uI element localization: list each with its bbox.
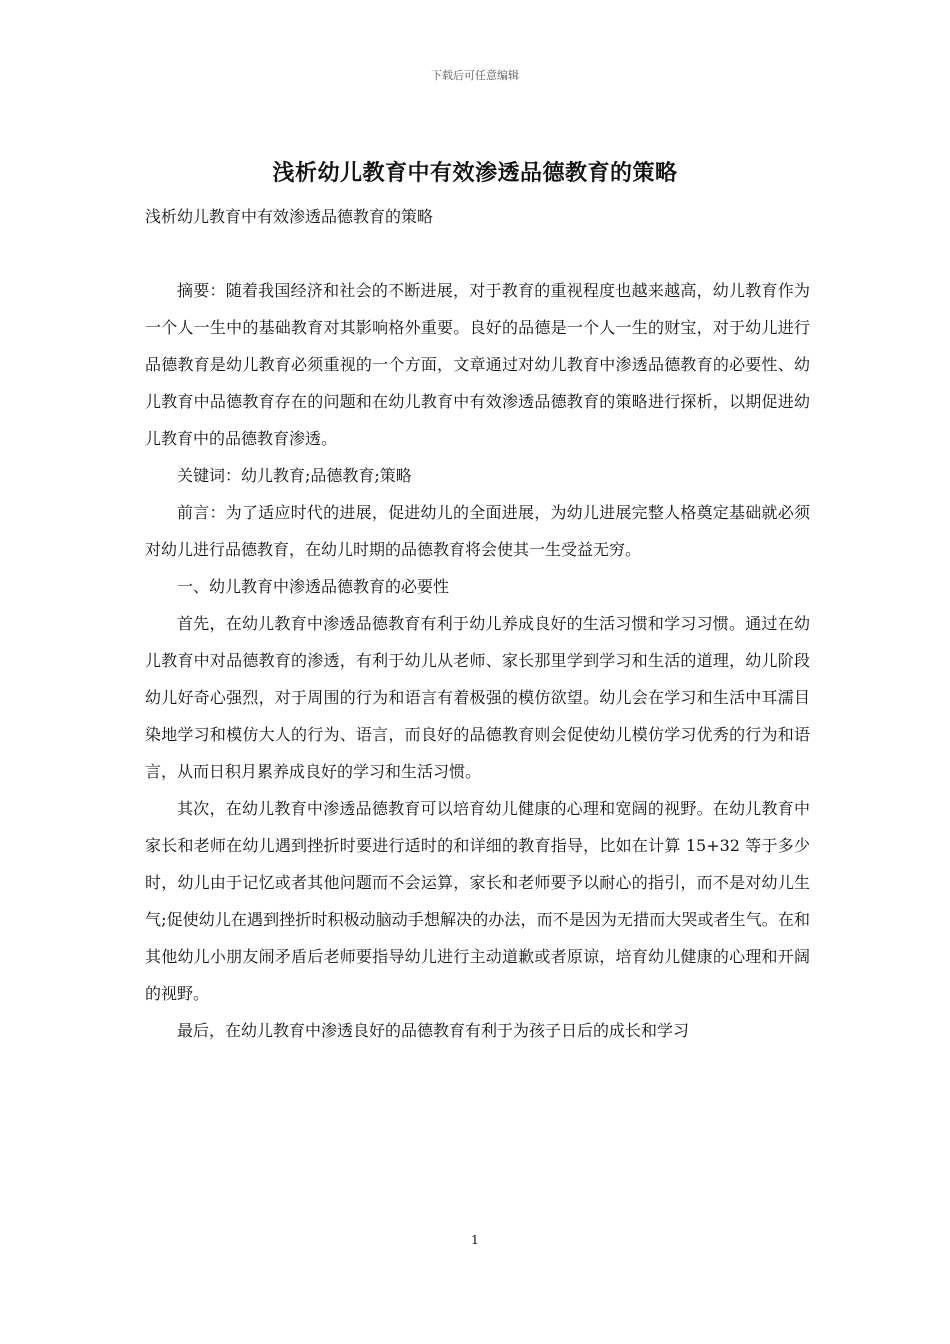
document-subtitle: 浅析幼儿教育中有效渗透品德教育的策略 <box>145 207 434 226</box>
body-paragraph: 首先，在幼儿教育中渗透品德教育有利于幼儿养成良好的生活习惯和学习习惯。通过在幼儿教育中对品德教育的渗透，有利于幼儿从老师、家长那里学到学习和生活的道理，幼儿阶段幼儿好奇心强烈，对于周围的行为和语言有着极强的模仿欲望。幼儿会在学习和生活中耳濡目染地学习和模仿大人的行为、语言，而良好的品德教育则会促使幼儿模仿学习优秀的行为和语言，从而日积月累养成良好的学习和生活习惯。 <box>145 614 810 781</box>
keywords-line: 关键词：幼儿教育;品德教育;策略 <box>177 466 412 485</box>
abstract-paragraph: 摘要：随着我国经济和社会的不断进展，对于教育的重视程度也越来越高，幼儿教育作为一个人一生中的基础教育对其影响格外重要。良好的品德是一个人一生的财宝，对于幼儿进行品德教育是幼儿教育必须重视的一个方面，文章通过对幼儿教育中渗透品德教育的必要性、幼儿教育中品德教育存在的问题和在幼儿教育中有效渗透品德教育的策略进行探析，以期促进幼儿教育中的品德教育渗透。 <box>145 281 810 448</box>
preface-paragraph: 前言：为了适应时代的进展，促进幼儿的全面进展，为幼儿进展完整人格奠定基础就必须对幼儿进行品德教育，在幼儿时期的品德教育将会使其一生受益无穷。 <box>145 503 810 559</box>
page-header: 下载后可任意编辑 <box>431 69 519 82</box>
document-body <box>145 198 810 1049</box>
document-title: 浅析幼儿教育中有效渗透品德教育的策略 <box>272 160 678 186</box>
page-number: 1 <box>471 1233 479 1247</box>
body-paragraph: 其次，在幼儿教育中渗透品德教育可以培育幼儿健康的心理和宽阔的视野。在幼儿教育中家长和老师在幼儿遇到挫折时要进行适时的和详细的教育指导，比如在计算 15+32 等于多少时，幼儿由于记忆或者其他问题而不会运算，家长和老师要予以耐心的指引，而不是对幼儿生气;促使幼儿在遇到挫折时积极动脑动手想解决的办法，而不是因为无措而大哭或者生气。在和其他幼儿小朋友闹矛盾后老师要指导幼儿进行主动道歉或者原谅，培育幼儿健康的心理和开阔的视野。 <box>145 799 810 1003</box>
section-heading: 一、幼儿教育中渗透品德教育的必要性 <box>177 577 450 596</box>
body-paragraph: 最后，在幼儿教育中渗透良好的品德教育有利于为孩子日后的成长和学习 <box>177 1021 690 1040</box>
